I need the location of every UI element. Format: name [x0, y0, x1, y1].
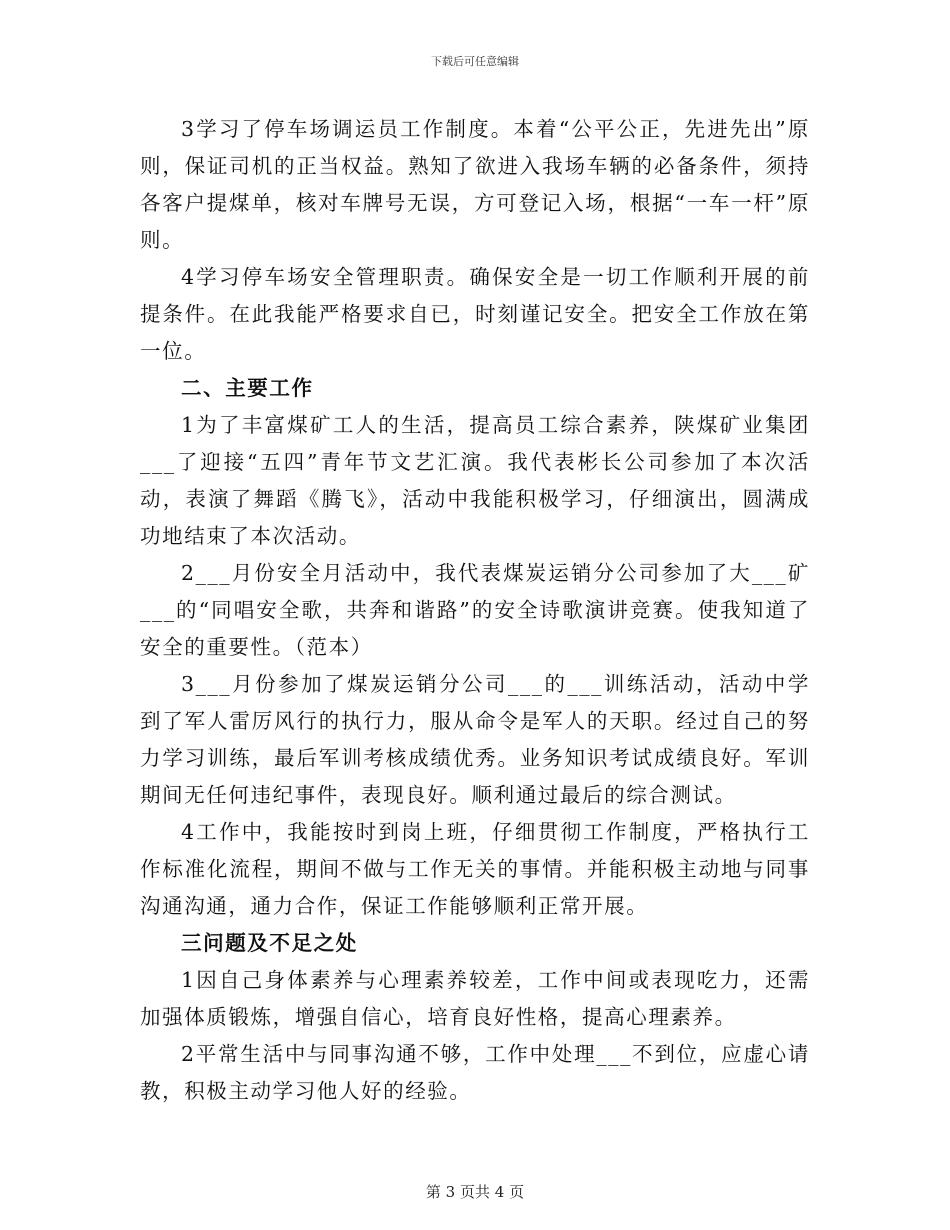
paragraph-arts-performance: 1为了丰富煤矿工人的生活，提高员工综合素养，陕煤矿业集团___了迎接“五四”青年节文艺汇演。我代表彬长公司参加了本次活动，表演了舞蹈《腾飞》，活动中我能积极学习，仔细演出，圆满成功地结束了本次活动。	[140, 413, 810, 548]
paragraph-parking-safety: 4学习停车场安全管理职责。确保安全是一切工作顺利开展的前提条件。在此我能严格要求自已，时刻谨记安全。把安全工作放在第一位。	[140, 265, 810, 363]
paragraph-safety-month: 2___月份安全月活动中，我代表煤炭运销分公司参加了大___矿___的“同唱安全歌，共奔和谐路”的安全诗歌演讲竞赛。使我知道了安全的重要性。（范本）	[140, 561, 810, 659]
section-heading-problems: 三问题及不足之处	[181, 931, 358, 955]
paragraph-military-training: 3___月份参加了煤炭运销分公司___的___训练活动，活动中学到了军人雷厉风行的执行力，服从命令是军人的天职。经过自己的努力学习训练，最后军训考核成绩优秀。业务知识考试成绩良好。军训期间无任何违纪事件，表现良好。顺利通过最后的综合测试。	[140, 672, 810, 807]
paragraph-communication: 2平常生活中与同事沟通不够，工作中处理___不到位，应虚心请教，积极主动学习他人好的经验。	[140, 1042, 810, 1103]
paragraph-physical-fitness: 1因自己身体素养与心理素养较差，工作中间或表现吃力，还需加强体质锻炼，增强自信心，培育良好性格，提高心理素养。	[140, 968, 810, 1029]
paragraph-parking-dispatch-rules: 3学习了停车场调运员工作制度。本着“公平公正，先进先出”原则，保证司机的正当权益。熟知了欲进入我场车辆的必备条件，须持各客户提煤单，核对车牌号无误，方可登记入场，根据“一车一杆”原则。	[140, 117, 810, 252]
section-heading-main-work: 二、主要工作	[181, 376, 314, 400]
document-body	[140, 111, 810, 1110]
page-header: 下载后可任意编辑	[431, 55, 519, 68]
paragraph-daily-work: 4工作中，我能按时到岗上班，仔细贯彻工作制度，严格执行工作标准化流程，期间不做与工作无关的事情。并能积极主动地与同事沟通沟通，通力合作，保证工作能够顺利正常开展。	[140, 820, 810, 918]
page-footer: 第 3 页共 4 页	[425, 1183, 525, 1201]
